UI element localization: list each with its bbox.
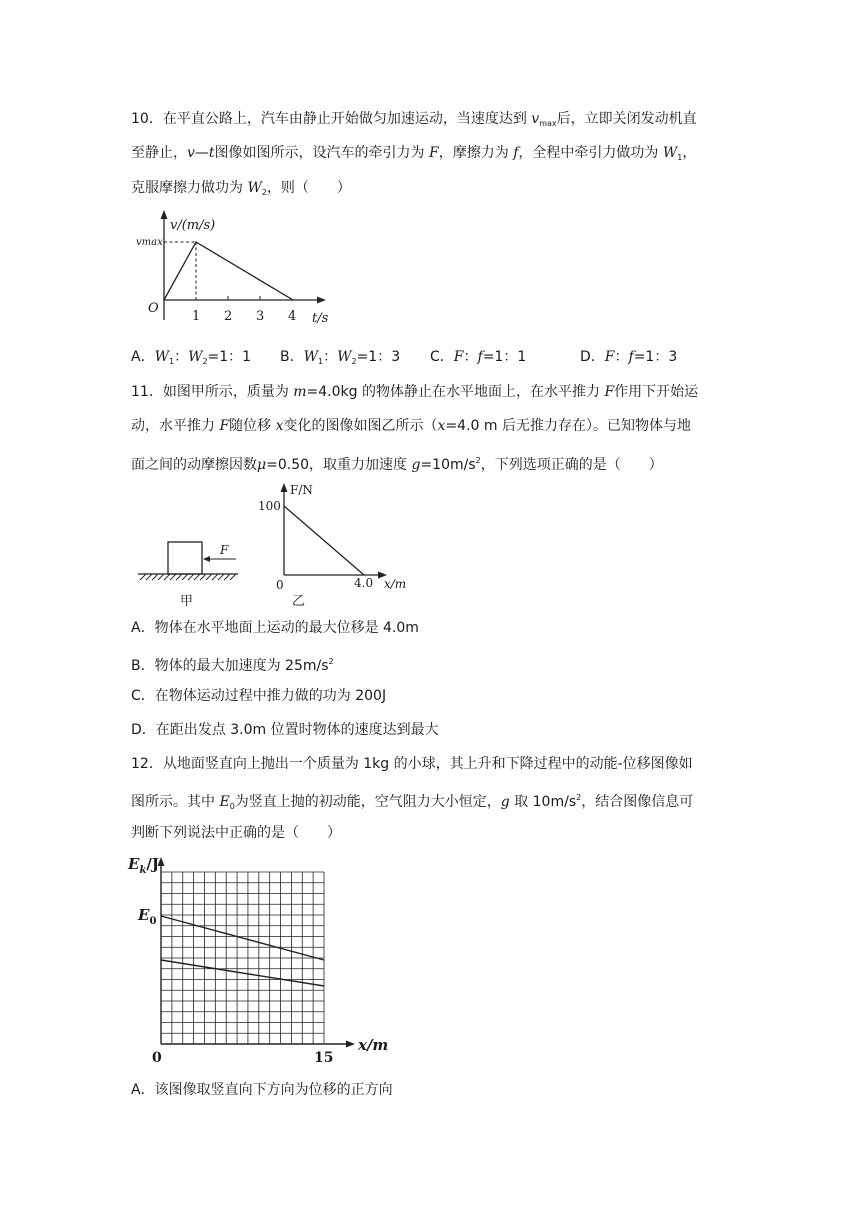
q11-option-b[interactable] bbox=[131, 652, 334, 676]
text: ，全程中牵引力做功为 bbox=[518, 145, 663, 161]
q10-option-c[interactable] bbox=[430, 347, 526, 367]
var-f: f bbox=[513, 145, 519, 161]
var-g: g bbox=[500, 794, 510, 810]
q10-option-a[interactable] bbox=[131, 347, 251, 372]
q11-stem-line3 bbox=[131, 451, 663, 475]
vmax-label: vmax bbox=[136, 237, 163, 248]
text: =1：1 bbox=[482, 349, 527, 365]
var-F: F bbox=[604, 349, 615, 365]
q11-option-c[interactable]: C．在物体运动过程中推力做的功为 200J bbox=[131, 688, 387, 704]
var-W: W bbox=[247, 180, 262, 196]
var-sub: 2 bbox=[351, 357, 357, 366]
var-E: E bbox=[219, 794, 230, 810]
var-v: v bbox=[187, 145, 195, 161]
x-tick-2: 2 bbox=[224, 309, 233, 324]
origin-label: 0 bbox=[152, 1050, 162, 1066]
ek-line-upper bbox=[161, 916, 324, 960]
superscript: 2 bbox=[328, 657, 334, 666]
x-axis-label: x/m bbox=[384, 577, 407, 591]
var-sub: 2 bbox=[202, 357, 208, 366]
superscript: 2 bbox=[576, 793, 582, 802]
text: 11．如图甲所示，质量为 bbox=[131, 384, 294, 400]
caption-jia: 甲 bbox=[180, 594, 194, 609]
text: 图像如图所示，设汽车的牵引力为 bbox=[214, 145, 430, 161]
text: 作用下开始运 bbox=[614, 384, 699, 400]
grid bbox=[161, 872, 324, 1044]
var-sub: 2 bbox=[261, 188, 267, 197]
var-sub: 1 bbox=[677, 153, 683, 162]
text: B．物体的最大加速度为 25m/s bbox=[131, 658, 329, 674]
var-W: W bbox=[188, 349, 203, 365]
origin-label: O bbox=[148, 301, 159, 316]
text: ： bbox=[323, 349, 338, 365]
q12-option-a[interactable]: A．该图像取竖直向下方向为位移的正方向 bbox=[131, 1082, 393, 1098]
text: 克服摩擦力做功为 bbox=[131, 180, 248, 196]
superscript: 2 bbox=[475, 456, 481, 465]
text: 后，立即关闭发动机直 bbox=[556, 111, 697, 127]
text: 取 10m/s bbox=[509, 794, 577, 810]
var-F: F bbox=[604, 384, 615, 400]
text: 变化的图像如图乙所示（ bbox=[283, 418, 438, 434]
var-x: x bbox=[275, 418, 284, 434]
text: ，结合图像信息可 bbox=[581, 794, 694, 810]
q12-ek-x-graph bbox=[128, 850, 398, 1065]
x-axis-label: x/m bbox=[358, 1036, 389, 1054]
var-x: x bbox=[437, 418, 446, 434]
y-axis-label bbox=[127, 855, 159, 876]
force-arrow-head bbox=[203, 556, 210, 562]
var-f: f bbox=[628, 349, 634, 365]
text: 至静止， bbox=[131, 145, 187, 161]
q11-stem-line2 bbox=[131, 416, 691, 436]
q10-stem-line3 bbox=[131, 178, 351, 203]
text: A． bbox=[131, 349, 155, 365]
f-x-line bbox=[284, 506, 364, 575]
x-axis-label: t/s bbox=[312, 311, 329, 326]
var-sub: 1 bbox=[168, 357, 175, 366]
q10-vt-graph bbox=[136, 210, 340, 330]
var-F: F bbox=[429, 145, 439, 161]
text: =1：3 bbox=[633, 349, 678, 365]
q11-figure-a bbox=[136, 535, 246, 610]
text: ： bbox=[463, 349, 478, 365]
text: 为竖直上抛的初动能，空气阻力大小恒定， bbox=[234, 794, 501, 810]
text: =0.50，取重力加速度 bbox=[266, 457, 412, 473]
text: D． bbox=[580, 349, 605, 365]
block bbox=[168, 542, 202, 574]
caption-yi: 乙 bbox=[292, 594, 306, 609]
q10-option-d[interactable] bbox=[580, 347, 677, 367]
var-F: F bbox=[453, 349, 464, 365]
text: ： bbox=[174, 349, 189, 365]
y-axis-label: F/N bbox=[290, 483, 313, 497]
text: /J bbox=[146, 855, 159, 873]
var-W: W bbox=[337, 349, 352, 365]
var-g: g bbox=[411, 457, 421, 473]
ek-line-lower bbox=[161, 960, 324, 986]
var-W: W bbox=[303, 349, 318, 365]
x-tick-1: 1 bbox=[192, 309, 201, 324]
text: =1：1 bbox=[207, 349, 252, 365]
q12-stem-line1: 12．从地面竖直向上抛出一个质量为 1kg 的小球，其上升和下降过程中的动能-位移图像如 bbox=[131, 756, 693, 772]
text: ，摩擦力为 bbox=[438, 145, 514, 161]
text: ，则（ ） bbox=[266, 180, 351, 196]
y-axis-arrow bbox=[281, 483, 288, 492]
q10-option-b[interactable] bbox=[280, 347, 400, 372]
ground-hatching bbox=[140, 574, 236, 580]
q11-stem-line1 bbox=[131, 382, 698, 402]
var-v: v bbox=[531, 111, 540, 127]
text: 图所示。其中 bbox=[131, 794, 220, 810]
var-W: W bbox=[662, 145, 678, 161]
text: ， bbox=[682, 145, 697, 161]
q12-stem-line2 bbox=[131, 788, 693, 817]
text: =1：3 bbox=[356, 349, 401, 365]
var-mu: μ bbox=[257, 457, 267, 473]
text: C． bbox=[430, 349, 454, 365]
var-t: t bbox=[208, 145, 215, 161]
origin-label: 0 bbox=[276, 578, 284, 592]
text: ，下列选项正确的是（ ） bbox=[480, 457, 663, 473]
var-sub: 1 bbox=[318, 357, 324, 366]
text: 随位移 bbox=[229, 418, 276, 434]
x-tick-4: 4 bbox=[288, 309, 297, 324]
var-sub: 0 bbox=[229, 802, 235, 811]
q10-stem-line1 bbox=[131, 109, 697, 134]
text: =4.0 m 后无推力存在）。已知物体与地 bbox=[445, 418, 691, 434]
var-f: f bbox=[477, 349, 483, 365]
text: =4.0kg 的物体静止在水平地面上，在水平推力 bbox=[306, 384, 605, 400]
var-sub: max bbox=[539, 119, 557, 128]
text: B． bbox=[280, 349, 304, 365]
text: k bbox=[139, 865, 147, 876]
q11-figure-b bbox=[256, 478, 426, 613]
x-tick-3: 3 bbox=[256, 309, 265, 324]
q11-option-a[interactable]: A．物体在水平地面上运动的最大位移是 4.0m bbox=[131, 620, 419, 636]
x-15-label: 15 bbox=[314, 1050, 334, 1066]
text: E bbox=[138, 906, 150, 924]
q10-stem-line2 bbox=[131, 143, 696, 168]
y-axis-arrow bbox=[161, 210, 168, 219]
var-F: F bbox=[219, 418, 230, 434]
x-axis-arrow bbox=[346, 1041, 355, 1048]
text: ： bbox=[614, 349, 629, 365]
x-axis-arrow bbox=[317, 297, 326, 304]
var-W: W bbox=[154, 349, 169, 365]
e0-label bbox=[137, 906, 156, 927]
q11-option-d[interactable]: D．在距出发点 3.0m 位置时物体的速度达到最大 bbox=[131, 722, 439, 738]
y-axis-label: v/(m/s) bbox=[170, 218, 216, 233]
q12-stem-line3: 判断下列说法中正确的是（ ） bbox=[131, 825, 341, 841]
var-m: m bbox=[293, 384, 307, 400]
vt-line bbox=[164, 242, 293, 300]
text: E bbox=[128, 855, 140, 873]
text: 动，水平推力 bbox=[131, 418, 220, 434]
text: 面之间的动摩擦因数 bbox=[131, 457, 257, 473]
text: =10m/s bbox=[420, 457, 476, 473]
force-label: F bbox=[220, 543, 229, 557]
x-4-label: 4.0 bbox=[354, 576, 374, 590]
y-100-label: 100 bbox=[258, 499, 281, 513]
text: — bbox=[194, 145, 209, 161]
text: 10．在平直公路上，汽车由静止开始做匀加速运动，当速度达到 bbox=[131, 111, 532, 127]
text: 0 bbox=[149, 916, 157, 927]
